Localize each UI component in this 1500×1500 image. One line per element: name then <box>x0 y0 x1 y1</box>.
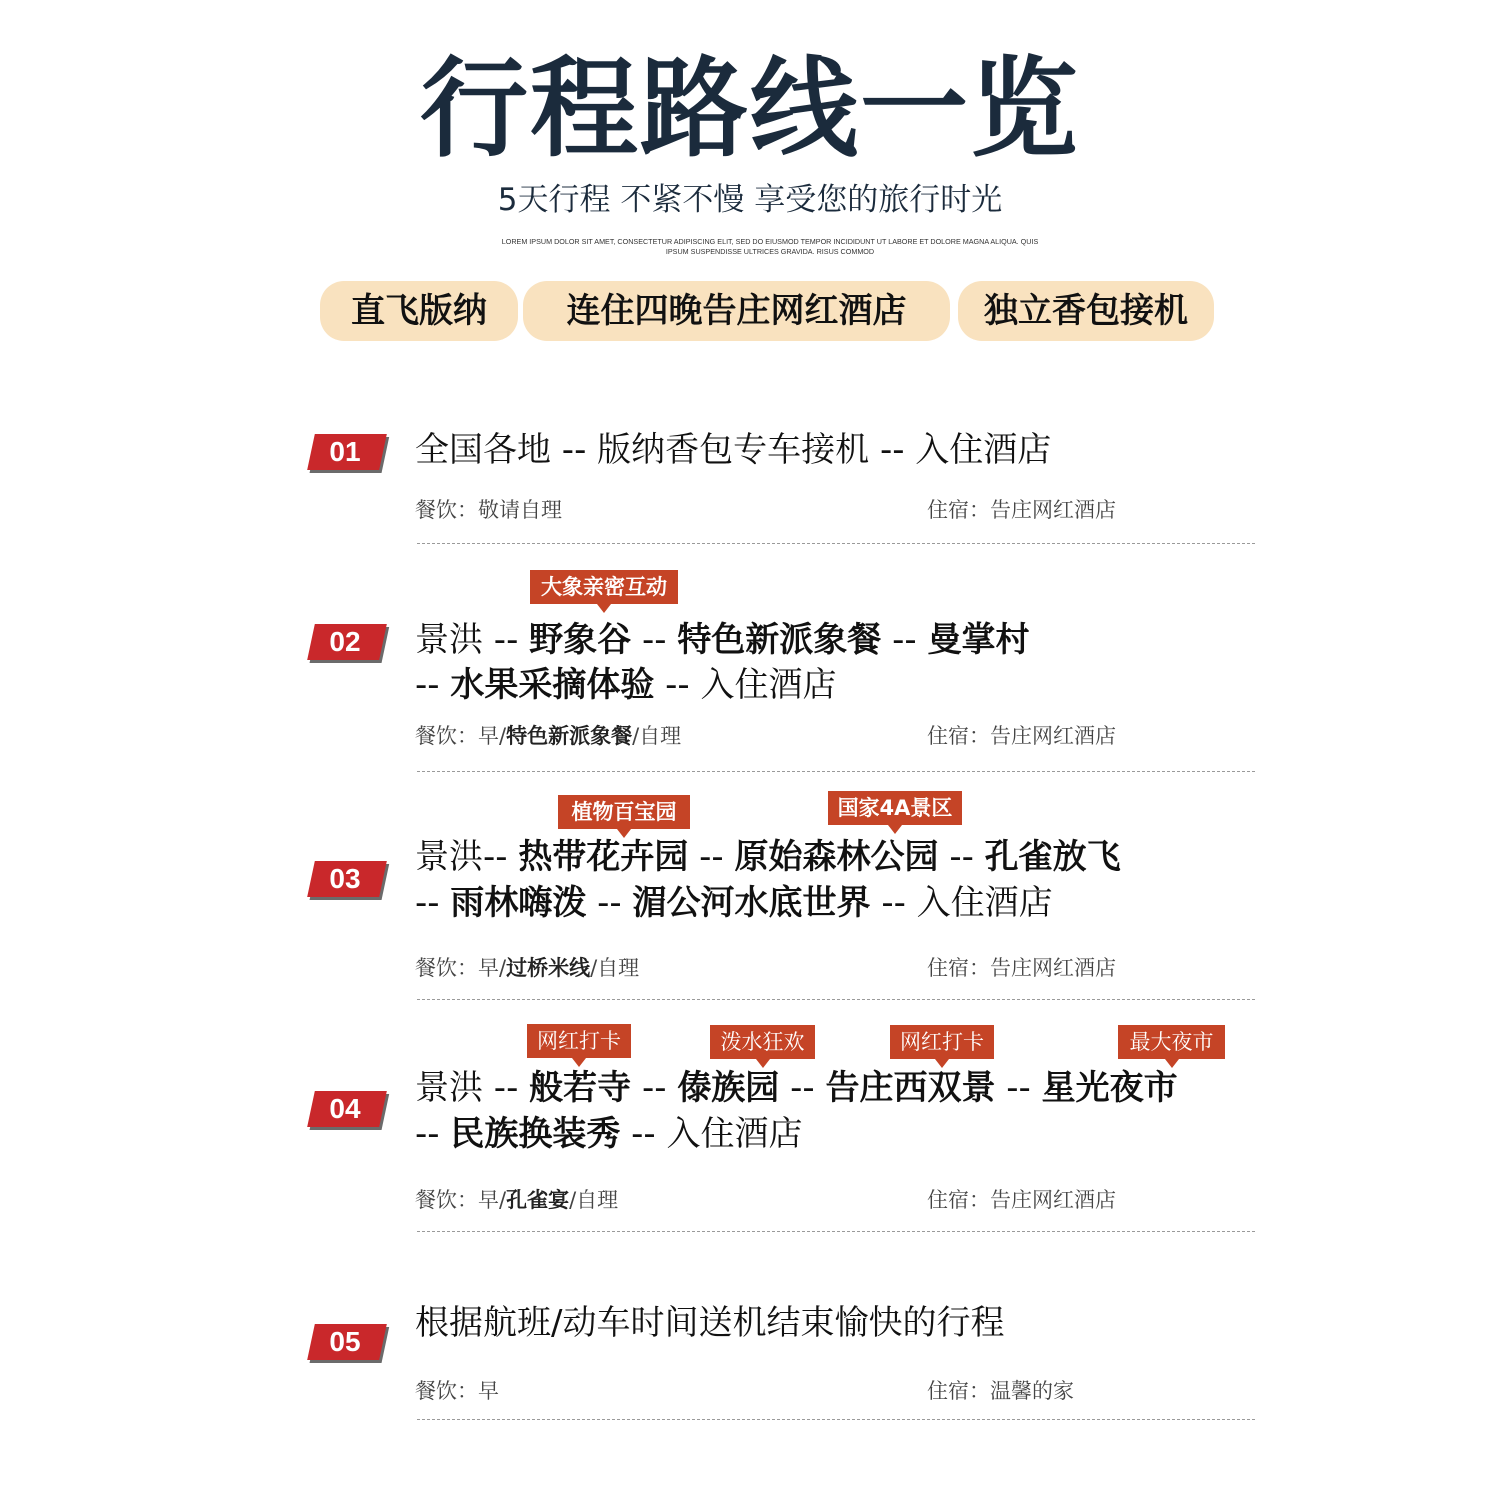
tag-checkin-spot-2: 网红打卡 <box>890 1025 994 1059</box>
day-route-line-2 <box>415 662 837 708</box>
stay-label: 住宿： <box>927 724 990 748</box>
route-spot: 告庄西双景 <box>825 1068 996 1108</box>
day-route: 全国各地 -- 版纳香包专车接机 -- 入住酒店 <box>415 430 1052 470</box>
route-spot: 孔雀放飞 <box>984 837 1121 877</box>
route-text: -- <box>995 1068 1042 1108</box>
route-text: 景洪 -- <box>415 1068 530 1108</box>
route-spot: 傣族园 <box>677 1068 780 1108</box>
meal-value: 早/ <box>478 724 507 748</box>
day-stay <box>927 496 1116 524</box>
divider <box>417 771 1255 772</box>
tag-checkin-spot: 网红打卡 <box>527 1024 631 1058</box>
route-text: -- <box>415 883 451 923</box>
route-text: 景洪-- <box>415 837 519 877</box>
tag-largest-night-market: 最大夜市 <box>1118 1025 1225 1059</box>
route-spot: 星光夜市 <box>1041 1068 1178 1108</box>
stay-value: 告庄网红酒店 <box>990 956 1116 980</box>
highlight-direct-flight: 直飞版纳 <box>320 281 518 341</box>
meal-special: 过桥米线 <box>506 956 591 980</box>
highlight-hotel-stay: 连住四晚告庄网红酒店 <box>523 281 950 341</box>
day-route-line-1 <box>415 834 1121 880</box>
lorem-caption <box>470 237 1070 257</box>
day-route-line-2 <box>415 1111 803 1157</box>
day-number: 02 <box>329 626 361 657</box>
stay-label: 住宿： <box>927 1379 990 1403</box>
route-spot: 湄公河水底世界 <box>632 883 871 923</box>
route-spot: 野象谷 <box>529 620 632 660</box>
day-number: 05 <box>329 1326 361 1357</box>
stay-value: 温馨的家 <box>990 1379 1074 1403</box>
day-meal <box>415 1377 499 1405</box>
route-text: -- <box>586 883 633 923</box>
page-title: 行程路线一览 <box>419 47 1080 172</box>
route-text: -- 入住酒店 <box>620 1114 803 1154</box>
meal-special: 孔雀宴 <box>506 1188 570 1212</box>
lorem-line-1: LOREM IPSUM DOLOR SIT AMET, CONSECTETUR ADIPISCING ELIT, SED DO EIUSMOD TEMPOR INCIDIDUNT UT LABORE ET DOLORE MAGNA ALIQUA. QUIS <box>501 237 1039 246</box>
highlight-pickup: 独立香包接机 <box>958 281 1214 341</box>
meal-label: 餐饮： <box>415 956 478 980</box>
route-text: -- <box>881 620 928 660</box>
stay-label: 住宿： <box>927 498 990 522</box>
route-spot: 曼掌村 <box>927 620 1030 660</box>
route-text: -- <box>415 1114 451 1154</box>
divider <box>417 1231 1255 1232</box>
stay-label: 住宿： <box>927 956 990 980</box>
route-text: -- <box>631 620 678 660</box>
meal-label: 餐饮： <box>415 1379 478 1403</box>
route-text: -- <box>688 837 735 877</box>
meal-value: /自理 <box>590 956 640 980</box>
meal-label: 餐饮： <box>415 724 478 748</box>
stay-value: 告庄网红酒店 <box>990 724 1116 748</box>
day-stay <box>927 1377 1074 1405</box>
day-route-line-1 <box>415 1065 1178 1111</box>
meal-special: 特色新派象餐 <box>506 724 633 748</box>
route-text: -- <box>938 837 985 877</box>
tag-4a-scenic-area: 国家4A景区 <box>828 791 962 825</box>
day-route-line-2 <box>415 880 1053 926</box>
meal-value: /自理 <box>632 724 682 748</box>
day-meal <box>415 496 562 524</box>
meal-value: /自理 <box>569 1188 619 1212</box>
route-spot: 水果采摘体验 <box>450 665 655 705</box>
stay-value: 告庄网红酒店 <box>990 1188 1116 1212</box>
stay-value: 告庄网红酒店 <box>990 498 1116 522</box>
route-spot: 原始森林公园 <box>734 837 939 877</box>
tag-botanical-garden: 植物百宝园 <box>558 795 690 829</box>
route-spot: 热带花卉园 <box>518 837 689 877</box>
day-number: 03 <box>329 863 361 894</box>
day-stay <box>927 1186 1116 1214</box>
route-text: -- <box>779 1068 826 1108</box>
route-text: -- 入住酒店 <box>654 665 837 705</box>
day-number: 04 <box>329 1093 361 1124</box>
page-subtitle: 5天行程 不紧不慢 享受您的旅行时光 <box>497 182 1003 218</box>
day-meal <box>415 1186 618 1214</box>
day-meal <box>415 954 639 982</box>
route-spot: 般若寺 <box>529 1068 632 1108</box>
day-stay <box>927 722 1116 750</box>
meal-value: 敬请自理 <box>478 498 562 522</box>
divider <box>417 999 1255 1000</box>
day-number: 01 <box>329 436 361 467</box>
route-text: 景洪 -- <box>415 620 530 660</box>
route-spot: 雨林嗨泼 <box>450 883 587 923</box>
route-text: -- 入住酒店 <box>870 883 1053 923</box>
meal-value: 早 <box>478 1379 499 1403</box>
day-route-line-1 <box>415 617 1029 663</box>
route-spot: 民族换装秀 <box>450 1114 621 1154</box>
day-stay <box>927 954 1116 982</box>
route-text: -- <box>415 665 451 705</box>
route-spot: 特色新派象餐 <box>677 620 882 660</box>
day-meal <box>415 722 681 750</box>
divider <box>417 543 1255 544</box>
stay-label: 住宿： <box>927 1188 990 1212</box>
day-route: 根据航班/动车时间送机结束愉快的行程 <box>415 1303 1005 1343</box>
divider <box>417 1419 1255 1420</box>
meal-label: 餐饮： <box>415 1188 478 1212</box>
route-text: -- <box>631 1068 678 1108</box>
tag-elephant-interaction: 大象亲密互动 <box>530 570 678 604</box>
meal-label: 餐饮： <box>415 498 478 522</box>
meal-value: 早/ <box>478 1188 507 1212</box>
meal-value: 早/ <box>478 956 507 980</box>
lorem-line-2: IPSUM SUSPENDISSE ULTRICES GRAVIDA. RISUS COMMOD <box>665 247 875 256</box>
tag-water-splash: 泼水狂欢 <box>710 1025 815 1059</box>
